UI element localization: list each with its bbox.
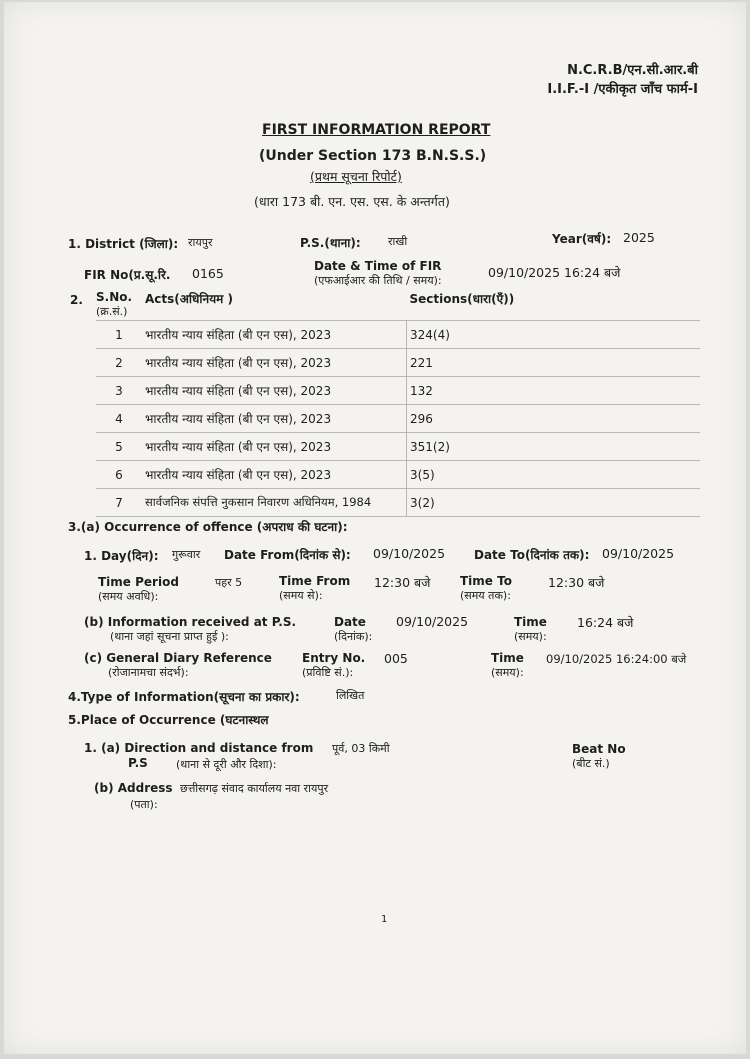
row-act: भारतीय न्याय संहिता (बी एन एस), 2023 (142, 349, 407, 377)
info-date-label-text: Date (334, 615, 366, 629)
direction-label: 1. (a) Direction and distance from (84, 741, 314, 755)
row-section: 3(2) (407, 489, 701, 517)
address-value: छत्तीसगढ़ संवाद कार्यालय नवा रायपुर (180, 782, 329, 795)
row-sno: 5 (96, 433, 142, 461)
table-row (96, 321, 700, 349)
sections-header: Sections(धारा(एँ)) (407, 290, 701, 321)
info-time-label (514, 615, 547, 644)
table-row (96, 405, 700, 433)
row-section: 296 (407, 405, 701, 433)
report-title-hindi: (प्रथम सूचना रिपोर्ट) (310, 169, 402, 184)
gd-time-value: 09/10/2025 16:24:00 बजे (546, 652, 687, 666)
day-label: 1. Day(दिन): (84, 549, 159, 563)
gd-label (84, 651, 272, 680)
gd-time-label-text: Time (491, 651, 524, 665)
row-section: 3(5) (407, 461, 701, 489)
date-to-value: 09/10/2025 (602, 546, 675, 561)
time-to-label-hi: (समय तक): (460, 589, 511, 602)
beat-label (572, 742, 626, 771)
row-act: भारतीय न्याय संहिता (बी एन एस), 2023 (142, 405, 407, 433)
ncrb-header: N.C.R.B/एन.सी.आर.बी (567, 63, 698, 78)
occurrence-heading: 3.(a) Occurrence of offence (अपराध की घटना): (68, 520, 348, 534)
table-row (96, 349, 700, 377)
address-label-hi: (पता): (130, 798, 158, 811)
row-sno: 6 (96, 461, 142, 489)
report-section: (Under Section 173 B.N.S.S.) (259, 148, 487, 164)
report-title: FIRST INFORMATION REPORT (262, 122, 491, 138)
time-period-label (98, 575, 179, 604)
time-to-label (460, 574, 512, 603)
gd-entry-label (302, 651, 365, 680)
table-row (96, 377, 700, 405)
row-sno: 2 (96, 349, 142, 377)
ps-value: राखी (388, 235, 408, 248)
row-sno: 3 (96, 377, 142, 405)
gd-entry-label-text: Entry No. (302, 651, 366, 665)
beat-label-hi: (बीट सं.) (572, 757, 610, 770)
gd-entry-label-hi: (प्रविष्टि सं.): (302, 666, 354, 679)
row-sno: 4 (96, 405, 142, 433)
ps-label: P.S.(थाना): (300, 236, 361, 250)
info-time-label-hi: (समय): (514, 630, 547, 643)
info-time-label-text: Time (514, 615, 547, 629)
info-date-label-hi: (दिनांक): (334, 630, 373, 643)
day-value: गुरूवार (172, 548, 201, 561)
beat-label-text: Beat No (572, 742, 626, 756)
row-section: 132 (407, 377, 701, 405)
time-from-label-text: Time From (279, 574, 351, 588)
table-row (96, 433, 700, 461)
direction-label-ps: P.S (128, 756, 148, 770)
row-section: 351(2) (407, 433, 701, 461)
gd-label-hi: (रोजानामचा संदर्भ): (108, 666, 189, 679)
row-act: भारतीय न्याय संहिता (बी एन एस), 2023 (142, 321, 407, 349)
info-received-label (84, 615, 296, 644)
row-section: 324(4) (407, 321, 701, 349)
info-date-label (334, 615, 372, 644)
row-section: 221 (407, 349, 701, 377)
row-act: भारतीय न्याय संहिता (बी एन एस), 2023 (142, 377, 407, 405)
row-sno: 1 (96, 321, 142, 349)
district-label: 1. District (जिला): (68, 237, 179, 251)
place-heading: 5.Place of Occurrence (घटनास्थल (68, 713, 269, 727)
fir-label (84, 266, 170, 283)
date-from-value: 09/10/2025 (373, 546, 446, 561)
sno-header-label: S.No. (96, 290, 133, 304)
info-type-label: 4.Type of Information(सूचना का प्रकार): (68, 690, 300, 704)
gd-time-label (491, 651, 524, 680)
time-from-value: 12:30 बजे (374, 575, 431, 590)
direction-label-hi: (थाना से दूरी और दिशा): (176, 758, 277, 771)
sno-header (96, 290, 142, 321)
time-from-label (279, 574, 350, 603)
acts-item-number: 2. (70, 293, 83, 307)
info-received-label-text: (b) Information received at P.S. (84, 615, 297, 629)
time-period-label-hi: (समय अवधि): (98, 590, 159, 603)
acts-table (96, 290, 700, 517)
district-value: रायपुर (188, 236, 213, 249)
row-act: भारतीय न्याय संहिता (बी एन एस), 2023 (142, 433, 407, 461)
info-date-value: 09/10/2025 (396, 614, 469, 629)
date-to-label: Date To(दिनांक तक): (474, 548, 590, 562)
info-received-label-hi: (थाना जहां सूचना प्राप्त हुई ): (110, 630, 229, 643)
gd-time-label-hi: (समय): (491, 666, 524, 679)
info-time-value: 16:24 बजे (577, 615, 634, 630)
fir-datetime-value: 09/10/2025 16:24 बजे (488, 265, 621, 280)
year-value: 2025 (623, 230, 655, 245)
time-period-value: पहर 5 (215, 576, 243, 589)
fir-label-text: FIR No(प्र.सू.रि. (84, 268, 171, 282)
year-label: Year(वर्ष): (552, 232, 612, 246)
sno-header-label-hi: (क्र.सं.) (96, 305, 128, 318)
date-from-label: Date From(दिनांक से): (224, 548, 351, 562)
time-from-label-hi: (समय से): (279, 589, 323, 602)
row-sno: 7 (96, 489, 142, 517)
iif-header: I.I.F.-I /एकीकृत जाँच फार्म-I (547, 82, 698, 97)
fir-document (4, 2, 746, 1054)
table-row (96, 489, 700, 517)
report-section-hindi: (धारा 173 बी. एन. एस. एस. के अन्तर्गत) (254, 194, 450, 209)
gd-entry-value: 005 (384, 651, 408, 666)
table-row (96, 461, 700, 489)
acts-header: Acts(अधिनियम ) (142, 290, 407, 321)
row-act: सार्वजनिक संपत्ति नुकसान निवारण अधिनियम, 1984 (142, 489, 407, 517)
fir-datetime-label-hi: (एफआईआर की तिथि / समय): (314, 274, 442, 287)
time-to-value: 12:30 बजे (548, 575, 605, 590)
acts-table-header (96, 290, 700, 321)
fir-datetime-label: Date & Time of FIR (314, 259, 442, 273)
direction-value: पूर्व, 03 किमी (332, 742, 390, 755)
info-type-value: लिखित (336, 689, 365, 702)
time-to-label-text: Time To (460, 574, 512, 588)
gd-label-text: (c) General Diary Reference (84, 651, 272, 665)
time-period-label-text: Time Period (98, 575, 179, 589)
page-number: 1 (381, 914, 388, 925)
row-act: भारतीय न्याय संहिता (बी एन एस), 2023 (142, 461, 407, 489)
address-label: (b) Address (94, 781, 173, 795)
fir-value: 0165 (192, 266, 224, 281)
